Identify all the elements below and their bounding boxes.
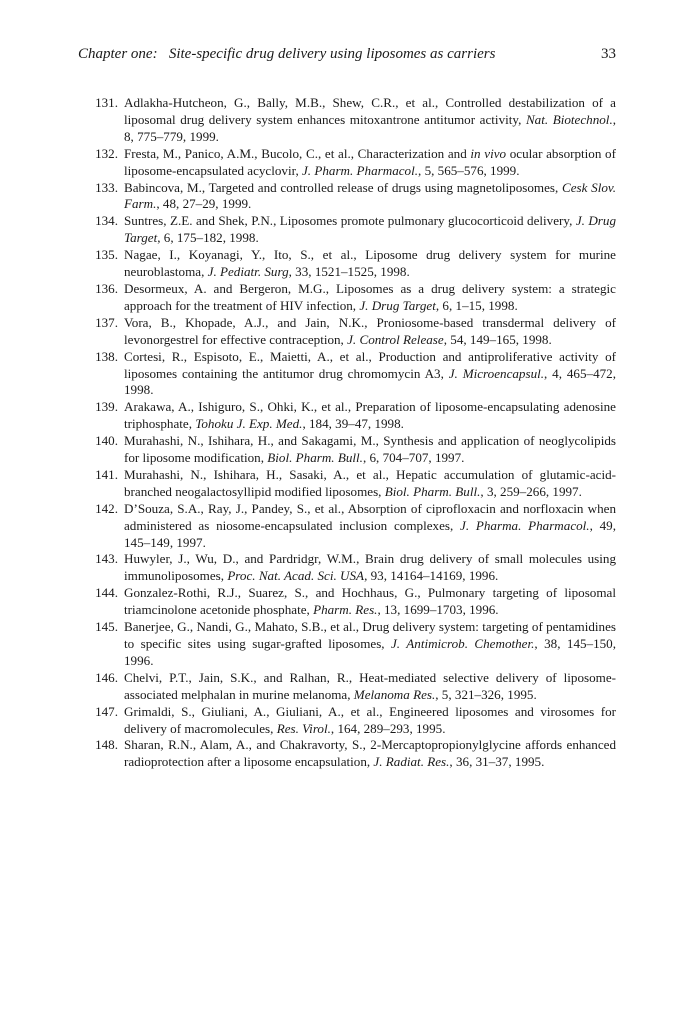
reference-number: 144. <box>95 585 118 601</box>
reference-number: 143. <box>95 551 118 567</box>
reference-list <box>88 95 616 771</box>
reference-item <box>88 737 616 771</box>
reference-segment: , 36, 31–37, 1995. <box>449 754 545 770</box>
reference-text <box>124 585 616 619</box>
journal-name: Nat. Biotechnol. <box>525 111 613 127</box>
reference-segment: , 49, 145–149, 1997. <box>124 517 617 550</box>
reference-number: 132. <box>95 145 118 161</box>
journal-name: J. Radiat. Res. <box>373 754 450 770</box>
reference-segment: , 4, 465–472, 1998. <box>124 365 616 398</box>
journal-name: J. Pediatr. Surg <box>207 264 289 280</box>
reference-segment: , 38, 145–150, 1996. <box>124 636 616 668</box>
reference-item <box>88 349 616 400</box>
reference-text <box>124 704 616 738</box>
reference-segment: , 164, 289–293, 1995. <box>330 720 446 736</box>
reference-segment: , 5, 321–326, 1995. <box>435 686 537 702</box>
reference-segment: , 3, 259–266, 1997. <box>480 483 582 499</box>
reference-item <box>88 180 616 214</box>
reference-segment: Adlakha-Hutcheon, G., Bally, M.B., Shew, C.R., et al., Controlled destabilization of a liposomal drug delivery system enhances mitoxantrone antitumor activity, <box>124 95 616 127</box>
reference-segment: , 184, 39–47, 1998. <box>302 416 404 432</box>
journal-name: J. Antimicrob. Chemother. <box>391 636 535 651</box>
reference-text <box>124 315 616 349</box>
reference-segment: , 6, 1–15, 1998. <box>435 297 518 313</box>
reference-number: 139. <box>95 399 118 415</box>
reference-item <box>88 467 616 501</box>
reference-segment: , 54, 149–165, 1998. <box>443 331 552 347</box>
reference-number: 138. <box>95 348 118 364</box>
page-number: 33 <box>601 46 616 62</box>
reference-number: 142. <box>95 500 118 516</box>
reference-text <box>124 551 616 585</box>
reference-number: 146. <box>95 669 118 685</box>
reference-number: 134. <box>95 213 118 229</box>
reference-segment: Desormeux, A. and Bergeron, M.G., Liposomes as a drug delivery system: a strategic approach for the treatment of HIV infection, <box>124 280 616 313</box>
reference-text <box>124 670 616 704</box>
chapter-label: Chapter one: <box>78 46 158 62</box>
journal-name: Proc. Nat. Acad. Sci. USA <box>227 568 365 584</box>
journal-name: in vivo <box>470 145 507 161</box>
journal-name: J. Pharm. Pharmacol. <box>302 162 419 178</box>
reference-text <box>124 146 616 180</box>
reference-segment: Grimaldi, S., Giuliani, A., Giuliani, A., et al., Engineered liposomes and virosomes for delivery of macromolecules, <box>124 703 616 736</box>
journal-name: Melanoma Res. <box>353 686 436 702</box>
reference-item <box>88 433 616 467</box>
reference-segment: , 8, 775–779, 1999. <box>124 111 616 144</box>
reference-number: 131. <box>95 95 118 110</box>
reference-segment: Fresta, M., Panico, A.M., Bucolo, C., et al., Characterization and <box>124 145 471 161</box>
journal-name: Cesk Slov. Farm. <box>124 179 617 212</box>
journal-name: Biol. Pharm. Bull. <box>384 483 481 499</box>
reference-item <box>88 704 616 738</box>
reference-item <box>88 619 616 670</box>
reference-segment: Chelvi, P.T., Jain, S.K., and Ralhan, R., Heat-mediated selective delivery of liposome-associated melphalan in murine melanoma, <box>124 669 616 702</box>
reference-item <box>88 95 616 146</box>
reference-text <box>124 399 616 433</box>
reference-item <box>88 213 616 247</box>
reference-text <box>124 180 616 214</box>
reference-item <box>88 315 616 349</box>
reference-number: 137. <box>95 314 118 330</box>
reference-number: 141. <box>95 466 118 482</box>
reference-item <box>88 501 616 552</box>
reference-segment: , 13, 1699–1703, 1996. <box>377 602 499 618</box>
journal-name: Biol. Pharm. Bull. <box>267 450 363 466</box>
reference-item <box>88 146 616 180</box>
chapter-title: Site-specific drug delivery using liposomes as carriers <box>168 46 496 62</box>
reference-segment: Banerjee, G., Nandi, G., Mahato, S.B., et al., Drug delivery system: targeting of pentamidines to specific sites using sugar-grafted liposomes, <box>124 619 616 651</box>
reference-segment: , 6, 704–707, 1997. <box>362 450 465 466</box>
reference-segment: Arakawa, A., Ishiguro, S., Ohki, K., et al., Preparation of liposome-encapsulating adenosine triphosphate, <box>124 399 616 432</box>
reference-segment: Nagae, I., Koyanagi, Y., Ito, S., et al., Liposome drug delivery system for murine neuroblastoma, <box>124 247 616 280</box>
reference-segment: Vora, B., Khopade, A.J., and Jain, N.K., Proniosome-based transdermal delivery of levonorgestrel for effective contraception, <box>124 314 616 347</box>
reference-item <box>88 585 616 619</box>
reference-text <box>124 467 616 501</box>
reference-number: 133. <box>95 179 118 195</box>
reference-segment: Suntres, Z.E. and Shek, P.N., Liposomes promote pulmonary glucocorticoid delivery, <box>124 213 576 229</box>
journal-name: J. Control Release <box>347 331 444 347</box>
reference-text <box>124 95 616 146</box>
reference-segment: ocular absorption of liposome-encapsulated acyclovir, <box>124 145 616 178</box>
reference-item <box>88 399 616 433</box>
journal-name: Pharm. Res. <box>313 602 378 618</box>
reference-item <box>88 670 616 704</box>
reference-text <box>124 349 616 400</box>
reference-item <box>88 551 616 585</box>
reference-number: 136. <box>95 280 118 296</box>
reference-segment: , 48, 27–29, 1999. <box>156 196 252 212</box>
reference-segment: , 93, 14164–14169, 1996. <box>364 568 499 584</box>
reference-segment: Sharan, R.N., Alam, A., and Chakravorty, S., 2-Mercaptopropionylglycine affords enhanced radioprotection after a liposome encapsulation, <box>124 737 616 770</box>
journal-name: J. Microencapsul. <box>448 365 545 381</box>
reference-text <box>124 433 616 467</box>
reference-segment: Cortesi, R., Espisoto, E., Maietti, A., et al., Production and antiproliferative activity of liposomes containing the antitumor drug chromomycin A3, <box>124 348 616 381</box>
journal-name: Res. Virol. <box>276 720 331 736</box>
reference-item <box>88 247 616 281</box>
reference-text <box>124 247 616 281</box>
reference-number: 140. <box>95 433 118 449</box>
reference-text <box>124 619 616 670</box>
reference-segment: , 6, 175–182, 1998. <box>157 230 259 246</box>
reference-number: 135. <box>95 247 118 263</box>
journal-name: J. Drug Target <box>359 297 436 313</box>
reference-text <box>124 737 616 771</box>
journal-name: J. Drug Target <box>124 213 616 246</box>
reference-segment: Huwyler, J., Wu, D., and Pardridgr, W.M., Brain drug delivery of small molecules using immunoliposomes, <box>124 551 616 584</box>
reference-number: 145. <box>95 619 118 635</box>
reference-text <box>124 281 616 315</box>
reference-text <box>124 501 616 552</box>
journal-name: J. Pharma. Pharmacol. <box>460 517 590 533</box>
reference-segment: Murahashi, N., Ishihara, H., Sasaki, A., et al., Hepatic accumulation of glutamic-acid-branched neogalactosyllipid modified liposomes, <box>124 466 616 499</box>
reference-segment: D’Souza, S.A., Ray, J., Pandey, S., et al., Absorption of ciprofloxacin and norfloxacin when administered as niosome-encapsulated inclusion complexes, <box>124 500 616 533</box>
reference-segment: Murahashi, N., Ishihara, H., and Sakagami, M., Synthesis and application of neoglycolipids for liposome modification, <box>124 433 616 466</box>
reference-text <box>124 213 616 247</box>
reference-item <box>88 281 616 315</box>
reference-segment: Babincova, M., Targeted and controlled release of drugs using magnetoliposomes, <box>124 179 562 195</box>
journal-name: Tohoku J. Exp. Med. <box>195 416 303 432</box>
reference-segment: , 5, 565–576, 1999. <box>418 162 520 178</box>
running-header <box>78 46 616 63</box>
reference-segment: , 33, 1521–1525, 1998. <box>288 264 410 280</box>
running-title <box>78 46 495 63</box>
reference-segment: Gonzalez-Rothi, R.J., Suarez, S., and Hochhaus, G., Pulmonary targeting of liposomal triamcinolone acetonide phosphate, <box>124 585 616 618</box>
reference-number: 148. <box>95 737 118 753</box>
reference-number: 147. <box>95 703 118 719</box>
